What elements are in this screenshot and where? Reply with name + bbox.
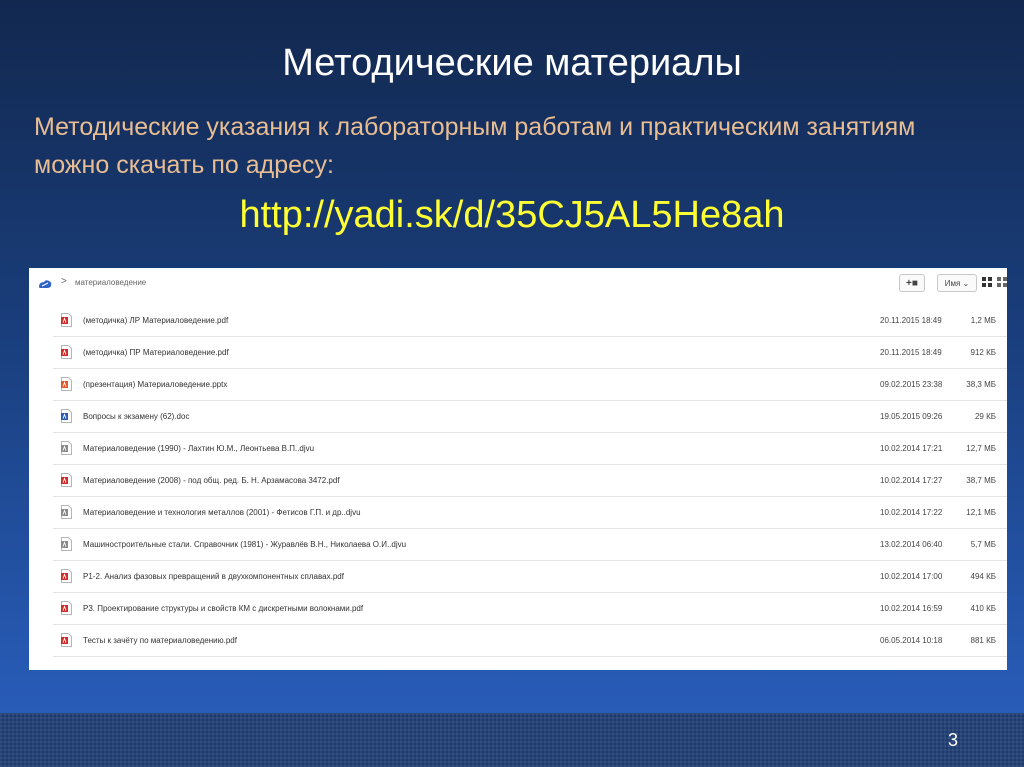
file-name[interactable]: (методичка) ЛР Материаловедение.pdf — [83, 316, 229, 325]
file-row[interactable] — [53, 593, 1007, 625]
file-date: 13.02.2014 06:40 — [880, 540, 943, 549]
file-size: 1,2 МБ — [970, 316, 996, 325]
file-name[interactable]: (презентация) Материаловедение.pptx — [83, 380, 228, 389]
pptx-file-icon — [61, 377, 72, 391]
pdf-file-icon — [61, 313, 72, 327]
file-row[interactable] — [53, 625, 1007, 657]
file-name[interactable]: Материаловедение и технология металлов (2001) - Фетисов Г.П. и др..djvu — [83, 508, 361, 517]
file-date: 09.02.2015 23:38 — [880, 380, 943, 389]
file-row[interactable] — [53, 305, 1007, 337]
file-browser-screenshot — [29, 268, 1007, 670]
djvu-file-icon — [61, 505, 72, 519]
file-size: 410 КБ — [970, 604, 996, 613]
djvu-file-icon — [61, 441, 72, 455]
file-row[interactable] — [53, 465, 1007, 497]
pdf-file-icon — [61, 473, 72, 487]
yandex-disk-icon[interactable] — [38, 277, 52, 291]
file-date: 10.02.2014 16:59 — [880, 604, 943, 613]
list-view-icon[interactable] — [982, 277, 992, 287]
pdf-file-icon — [61, 601, 72, 615]
file-size: 494 КБ — [970, 572, 996, 581]
file-row[interactable] — [53, 337, 1007, 369]
breadcrumb[interactable]: материаловедение — [75, 278, 147, 287]
pdf-file-icon — [61, 345, 72, 359]
file-size: 12,1 МБ — [966, 508, 996, 517]
file-date: 10.02.2014 17:00 — [880, 572, 943, 581]
file-date: 10.02.2014 17:22 — [880, 508, 943, 517]
file-size: 12,7 МБ — [966, 444, 996, 453]
file-date: 10.02.2014 17:21 — [880, 444, 943, 453]
file-date: 19.05.2015 09:26 — [880, 412, 943, 421]
file-size: 38,3 МБ — [966, 380, 996, 389]
file-size: 881 КБ — [970, 636, 996, 645]
file-row[interactable] — [53, 529, 1007, 561]
file-date: 06.05.2014 10:18 — [880, 636, 943, 645]
page-number: 3 — [948, 730, 959, 750]
file-row[interactable] — [53, 433, 1007, 465]
file-date: 10.02.2014 17:27 — [880, 476, 943, 485]
browser-toolbar — [29, 268, 1007, 300]
file-name[interactable]: Материаловедение (2008) - под общ. ред. Б. Н. Арзамасова 3472.pdf — [83, 476, 340, 485]
file-size: 5,7 МБ — [970, 540, 996, 549]
file-name[interactable]: Материаловедение (1990) - Лахтин Ю.М., Леонтьева В.П..djvu — [83, 444, 315, 453]
file-size: 38,7 МБ — [966, 476, 996, 485]
file-row[interactable] — [53, 369, 1007, 401]
slide-title: Методические материалы — [282, 42, 742, 84]
tile-view-icon[interactable] — [997, 277, 1007, 287]
file-list — [29, 305, 1007, 657]
file-name[interactable]: Тесты к зачёту по материаловедению.pdf — [83, 636, 237, 645]
pdf-file-icon — [61, 633, 72, 647]
file-row[interactable] — [53, 561, 1007, 593]
djvu-file-icon — [61, 537, 72, 551]
file-row[interactable] — [53, 497, 1007, 529]
doc-file-icon — [61, 409, 72, 423]
slide-subtitle: Методические указания к лабораторным работам и практическим занятиям можно скачать по адресу: — [34, 113, 916, 179]
file-size: 912 КБ — [970, 348, 996, 357]
file-name[interactable]: Р3. Проектирование структуры и свойств КМ с дискретными волокнами.pdf — [83, 604, 364, 613]
pdf-file-icon — [61, 569, 72, 583]
file-row[interactable] — [53, 401, 1007, 433]
file-date: 20.11.2015 18:49 — [880, 348, 942, 357]
download-link[interactable]: http://yadi.sk/d/35CJ5AL5He8ah — [239, 194, 785, 236]
sort-dropdown[interactable]: Имя ⌄ — [937, 274, 977, 292]
upload-button[interactable]: +■ — [899, 274, 925, 292]
file-name[interactable]: Машиностроительные стали. Справочник (1981) - Журавлёв В.Н., Николаева О.И..djvu — [83, 540, 407, 549]
file-size: 29 КБ — [974, 412, 996, 421]
footer-band — [0, 713, 1024, 767]
file-name[interactable]: Р1-2. Анализ фазовых превращений в двухкомпонентных сплавах.pdf — [83, 572, 344, 581]
file-name[interactable]: (методичка) ПР Материаловедение.pdf — [83, 348, 229, 357]
breadcrumb-separator: > — [61, 276, 67, 287]
file-name[interactable]: Вопросы к экзамену (62).doc — [83, 412, 190, 421]
file-date: 20.11.2015 18:49 — [880, 316, 942, 325]
